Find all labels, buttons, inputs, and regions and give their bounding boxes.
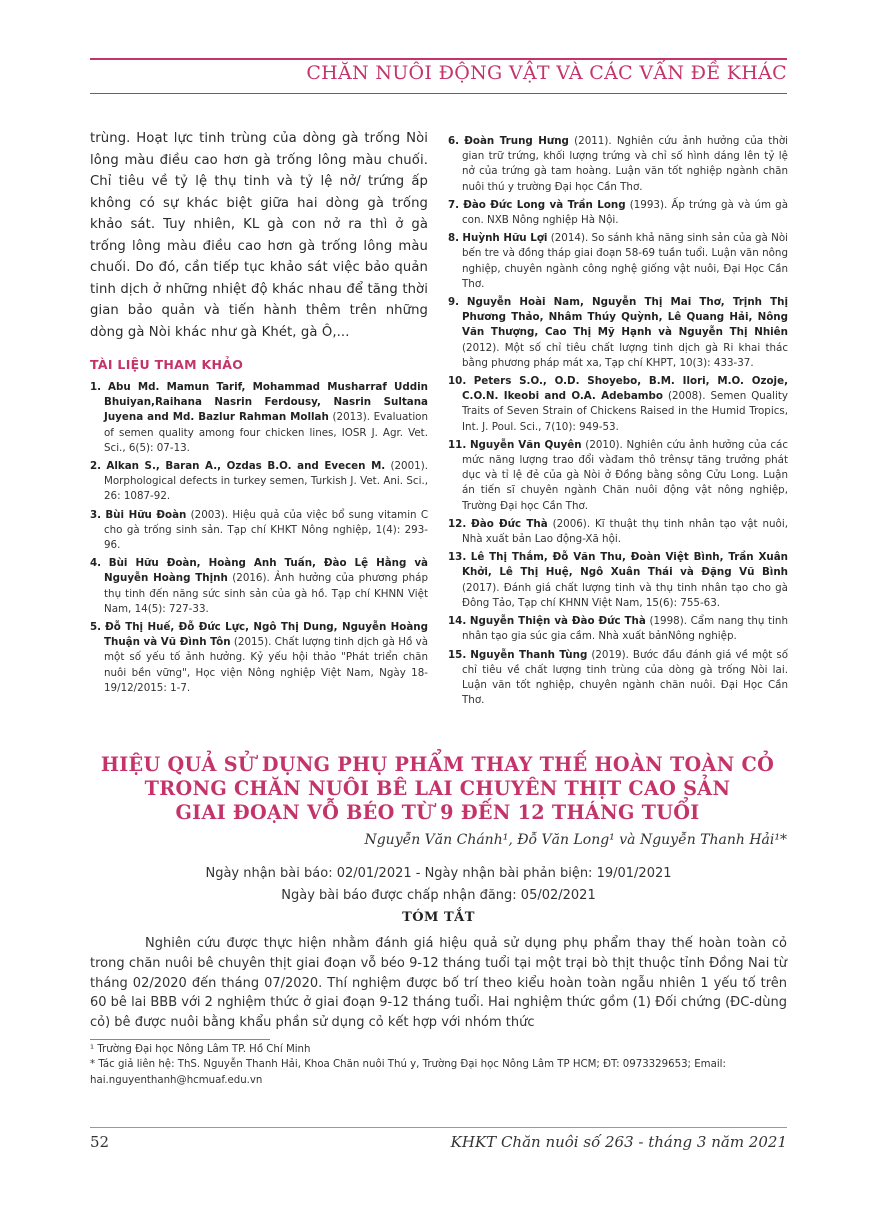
footnote-email: hai.nguyenthanh@hcmuaf.edu.vn <box>90 1074 263 1086</box>
reference-item: 14. Nguyễn Thiện và Đào Đức Thà (1998). Cẩm nang thụ tinh nhân tạo gia súc gia cầm. Nhà xuất bảnNông nghiệp. <box>448 615 788 643</box>
reference-item: 3. Bùi Hữu Đoàn (2003). Hiệu quả của việc bổ sung vitamin C cho gà trống sinh sản. Tạp chí KHKT Nông nghiệp, 1(4): 293-96. <box>90 508 429 552</box>
reference-item: 4. Bùi Hữu Đoàn, Hoàng Anh Tuấn, Đào Lệ Hằng và Nguyễn Hoàng Thịnh (2016). Ảnh hưởng của phương pháp thụ tinh đến năng sức sinh sản của gà hồ. Tạp chí KHNN Việt Nam, 14(5): 727-33. <box>90 557 428 615</box>
footnotes <box>90 1042 787 1088</box>
page-number: 52 <box>90 1133 110 1151</box>
dates-accepted: Ngày bài báo được chấp nhận đăng: 05/02/2021 <box>281 888 596 903</box>
footnote-rule <box>90 1039 270 1040</box>
reference-item: 9. Nguyễn Hoài Nam, Nguyễn Thị Mai Thơ, Trịnh Thị Phương Thảo, Nhâm Thúy Quỳnh, Lê Quang Hải, Nông Văn Thượng, Cao Thị Mỹ Hạnh và Nguyễn Thị Nhiên (2012). Một số chỉ tiêu chất lượng tinh dịch gà Ri khai thác bằng phương pháp mát xa, Tạp chí KHPT, 10(3): 433-37. <box>448 296 788 369</box>
reference-item: 5. Đỗ Thị Huế, Đỗ Đức Lực, Ngô Thị Dung, Nguyễn Hoàng Thuận và Vũ Đình Tôn (2015). Chất lượng tinh dịch gà Hồ và một số yếu tố ảnh hưởng. Kỷ yếu hội thảo "Phát triển chăn nuôi bền vững", Học viện Nông nghiệp Việt Nam, Ngày 18-19/12/2015: 1-7. <box>90 621 429 694</box>
references-list-right <box>448 134 788 708</box>
reference-item: 6. Đoàn Trung Hưng (2011). Nghiên cứu ảnh hưởng của thời gian trữ trứng, khối lượng trứng và chỉ số hình dáng lên tỷ lệ nở của trứng gà tam hoàng. Luận văn tốt nghiệp ngành chăn nuôi thú y trường Đại học Cần Thơ. <box>448 135 789 193</box>
title-line: HIỆU QUẢ SỬ DỤNG PHỤ PHẨM THAY THẾ HOÀN TOÀN CỎ <box>100 753 775 776</box>
title-line: GIAI ĐOẠN VỖ BÉO TỪ 9 ĐẾN 12 THÁNG TUỔI <box>175 801 700 824</box>
header-top-rule <box>90 58 787 60</box>
footnote-affiliation: ¹ Trường Đại học Nông Lâm TP. Hồ Chí Minh <box>90 1044 311 1055</box>
section-header: CHĂN NUÔI ĐỘNG VẬT VÀ CÁC VẤN ĐỀ KHÁC <box>306 62 787 84</box>
reference-item: 10. Peters S.O., O.D. Shoyebo, B.M. Ilori, M.O. Ozoje, C.O.N. Ikeobi and O.A. Adebambo (2008). Semen Quality Traits of Seven Strain of Chickens Raised in the Humid Tropics, Int. J. Poul. Sci., 7(10): 949-53. <box>448 375 788 433</box>
reference-item: 12. Đào Đức Thà (2006). Kĩ thuật thụ tinh nhân tạo vật nuôi, Nhà xuất bản Lao động-Xã hội. <box>448 517 788 546</box>
abstract-text: Nghiên cứu được thực hiện nhằm đánh giá hiệu quả sử dụng phụ phẩm thay thế hoàn toàn cỏ trong chăn nuôi bê chuyên thịt giai đoạn vỗ béo 9-12 tháng tuổi tại một trại bò thịt thuộc tỉnh Đồng Nai từ tháng 02/2020 đến tháng 07/2020. Thí nghiệm được bố trí theo kiểu hoàn toàn ngẫu nhiên 1 yếu tố trên 60 bê lai BBB với 2 nghiệm thức ở giai đoạn 9-12 tháng tuổi. Hai nghiệm thức gồm (1) Đối chứng (ĐC-dùng cỏ) bê được nuôi bằng khẩu phần sử dụng cỏ kết hợp với nhóm thức <box>90 936 787 1031</box>
abstract-heading: TÓM TẮT <box>402 910 475 925</box>
journal-citation: KHKT Chăn nuôi số 263 - tháng 3 năm 2021 <box>450 1133 787 1151</box>
footnote-contact: * Tác giả liên hệ: ThS. Nguyễn Thanh Hải, Khoa Chăn nuôi Thú y, Trường Đại học Nông Lâm TP HCM; ĐT: 0973329653; Email: <box>90 1059 726 1071</box>
footer-rule <box>90 1127 787 1128</box>
reference-item: 1. Abu Md. Mamun Tarif, Mohammad Musharraf Uddin Bhuiyan,Raihana Nasrin Ferdousy, Nasrin Sultana Juyena and Md. Bazlur Rahman Mollah (2013). Evaluation of semen quality among four chicken lines, IOSR J. Agr. Vet. Sci., 6(5): 07-13. <box>90 381 429 454</box>
reference-item: 15. Nguyễn Thanh Tùng (2019). Bước đầu đánh giá về một số chỉ tiêu về chất lượng tinh trùng của dòng gà trống Nòi lai. Luận văn tốt nghiệp, chuyên ngành chăn nuôi. Đại Học Cần Thơ. <box>448 648 789 707</box>
reference-item: 13. Lê Thị Thắm, Đỗ Văn Thu, Đoàn Việt Bình, Trần Xuân Khởi, Lê Thị Huệ, Ngô Xuân Thái và Đặng Vũ Bình (2017). Đánh giá chất lượng tinh và thụ tinh nhân tạo cho gà Đông Tảo, Tạp chí KHNN Việt Nam, 15(6): 755-63. <box>448 551 788 609</box>
reference-item: 8. Huỳnh Hữu Lợi (2014). So sánh khả năng sinh sản của gà Nòi bến tre và đồng tháp giai đoạn 58-69 tuần tuổi. Luận văn nông nghiệp, chuyên ngành công nghệ giống vật nuôi, Đại Học Cần Thơ. <box>448 232 789 290</box>
article-dates <box>90 863 787 907</box>
continuation-paragraph: trùng. Hoạt lực tinh trùng của dòng gà trống Nòi lông màu điều cao hơn gà trống lông màu chuối. Chỉ tiêu về tỷ lệ thụ tinh và tỷ lệ nở/ trứng ấp không có sự khác biệt giữa hai dòng gà trống khảo sát. Tuy nhiên, KL gà con nở ra thì ở gà trống lông màu điều cao hơn gà trống lông màu chuối. Do đó, cần tiếp tục khảo sát việc bảo quản tinh dịch ở những nhiệt độ khác nhau để tăng thời gian bảo quản và tiến hành thêm trên những dòng gà Nòi khác như gà Khét, gà Ô,... <box>90 131 428 340</box>
title-line: TRONG CHĂN NUÔI BÊ LAI CHUYÊN THỊT CAO SẢN <box>144 777 731 800</box>
references-list-left <box>90 380 428 696</box>
left-column <box>90 128 428 699</box>
reference-item: 11. Nguyễn Văn Quyên (2010). Nghiên cứu ảnh hưởng của các mức năng lượng trao đổi vàđam thô trênsự tăng trưởng phát dục và tỉ lệ đẻ của gà Nòi ở Đồng bằng sông Cửu Long. Luận án tiến sĩ chuyên ngành Chăn nuôi động vật nông nghiệp, Trường Đại học Cần Thơ. <box>448 438 788 512</box>
references-heading: TÀI LIỆU THAM KHẢO <box>90 357 244 372</box>
right-column <box>448 134 788 711</box>
dates-received: Ngày nhận bài báo: 02/01/2021 - Ngày nhận bài phản biện: 19/01/2021 <box>205 866 672 881</box>
reference-item: 2. Alkan S., Baran A., Ozdas B.O. and Evecen M. (2001). Morphological defects in turkey semen, Turkish J. Vet. Ani. Sci., 26: 1087-92. <box>90 460 429 503</box>
article-authors: Nguyễn Văn Chánh¹, Đỗ Văn Long¹ và Nguyễn Thanh Hải¹* <box>364 832 787 848</box>
reference-item: 7. Đào Đức Long và Trần Long (1993). Ấp trứng gà và úm gà con. NXB Nông nghiệp Hà Nội. <box>448 198 789 227</box>
header-bottom-rule <box>90 93 787 94</box>
article-title <box>60 753 815 825</box>
